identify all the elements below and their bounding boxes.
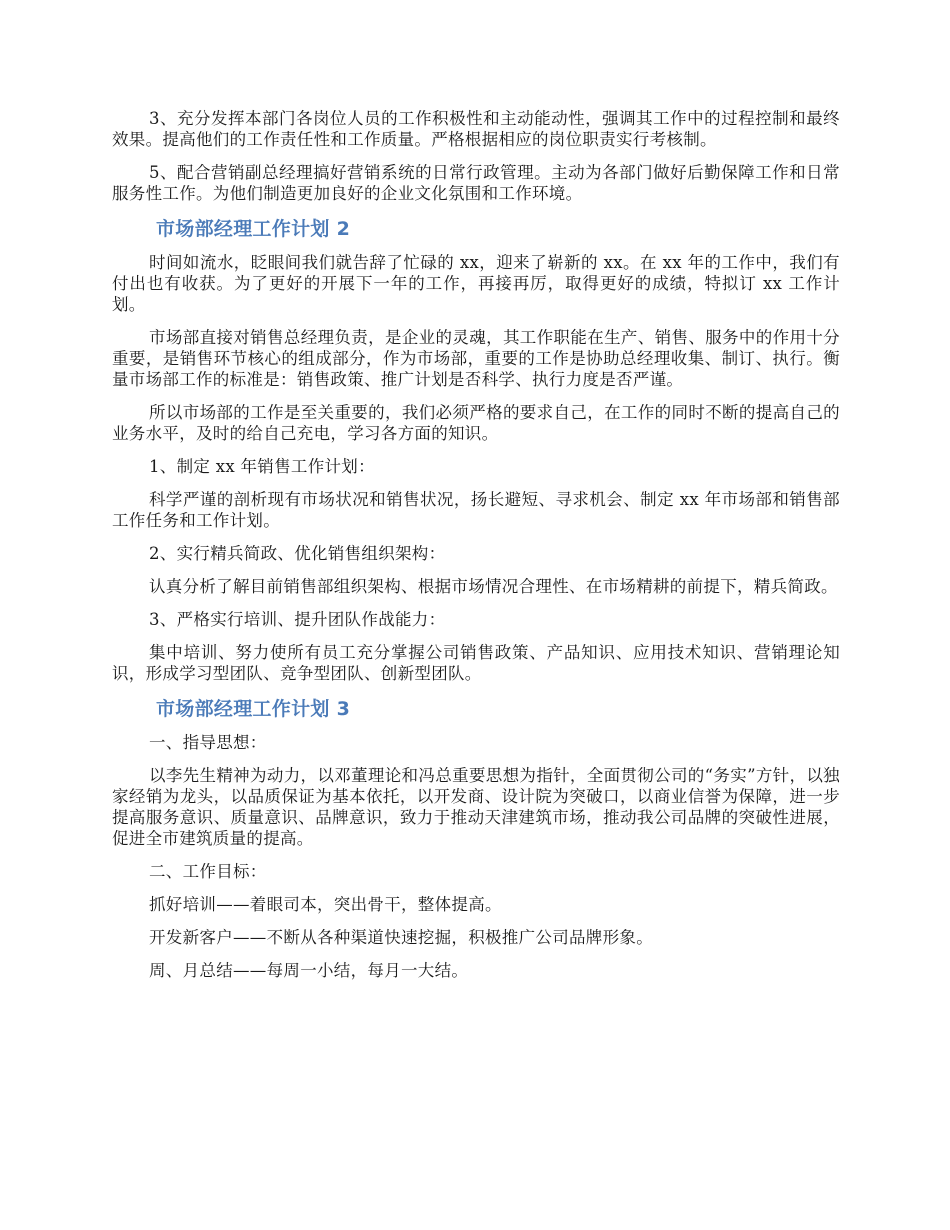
- section-2-subheading: 2、实行精兵简政、优化销售组织架构：: [149, 544, 446, 563]
- section-2-paragraph: 集中培训、努力使所有员工充分掌握公司销售政策、产品知识、应用技术知识、营销理论知识，形成学习型团队、竞争型团队、创新型团队。: [112, 643, 840, 683]
- section-2-paragraph: 所以市场部的工作是至关重要的，我们必须严格的要求自己，在工作的同时不断的提高自己的业务水平，及时的给自己充电，学习各方面的知识。: [112, 403, 840, 443]
- section-2-subheading: 1、制定 xx 年销售工作计划：: [149, 457, 375, 476]
- section-3-subheading: 一、指导思想：: [149, 733, 267, 752]
- section-3-paragraph: 开发新客户——不断从各种渠道快速挖掘，积极推广公司品牌形象。: [149, 928, 653, 947]
- paragraph-item-5: 5、配合营销副总经理搞好营销系统的日常行政管理。主动为各部门做好后勤保障工作和日常服务性工作。为他们制造更加良好的企业文化氛围和工作环境。: [112, 163, 840, 203]
- section-2-subheading: 3、严格实行培训、提升团队作战能力：: [149, 610, 446, 629]
- section-3-subheading: 二、工作目标：: [149, 862, 267, 881]
- document-page: [112, 108, 840, 993]
- section-2-paragraph: 市场部直接对销售总经理负责，是企业的灵魂，其工作职能在生产、销售、服务中的作用十分重要，是销售环节核心的组成部分，作为市场部，重要的工作是协助总经理收集、制订、执行。衡量市场部工作的标准是：销售政策、推广计划是否科学、执行力度是否严谨。: [112, 328, 840, 389]
- section-3-paragraph: 以李先生精神为动力，以邓董理论和冯总重要思想为指针，全面贯彻公司的“务实”方针，以独家经销为龙头，以品质保证为基本依托，以开发商、设计院为突破口，以商业信誉为保障，进一步提高服务意识、质量意识、品牌意识，致力于推动天津建筑市场，推动我公司品牌的突破性进展，促进全市建筑质量的提高。: [112, 766, 840, 848]
- section-2-paragraph: 认真分析了解目前销售部组织架构、根据市场情况合理性、在市场精耕的前提下，精兵简政。: [149, 577, 838, 596]
- section-2-heading: 市场部经理工作计划 2: [156, 218, 351, 240]
- section-3-heading: 市场部经理工作计划 3: [156, 698, 351, 720]
- section-3-paragraph: 抓好培训——着眼司本，突出骨干，整体提高。: [149, 895, 502, 914]
- section-2-paragraph: 科学严谨的剖析现有市场状况和销售状况，扬长避短、寻求机会、制定 xx 年市场部和销售部工作任务和工作计划。: [112, 490, 840, 530]
- paragraph-item-3: 3、充分发挥本部门各岗位人员的工作积极性和主动能动性，强调其工作中的过程控制和最终效果。提高他们的工作责任性和工作质量。严格根据相应的岗位职责实行考核制。: [112, 109, 840, 149]
- section-2-paragraph: 时间如流水，眨眼间我们就告辞了忙碌的 xx，迎来了崭新的 xx。在 xx 年的工作中，我们有付出也有收获。为了更好的开展下一年的工作，再接再厉，取得更好的成绩，特拟订 xx 工作计划。: [112, 253, 840, 314]
- section-3-paragraph: 周、月总结——每周一小结，每月一大结。: [149, 961, 469, 980]
